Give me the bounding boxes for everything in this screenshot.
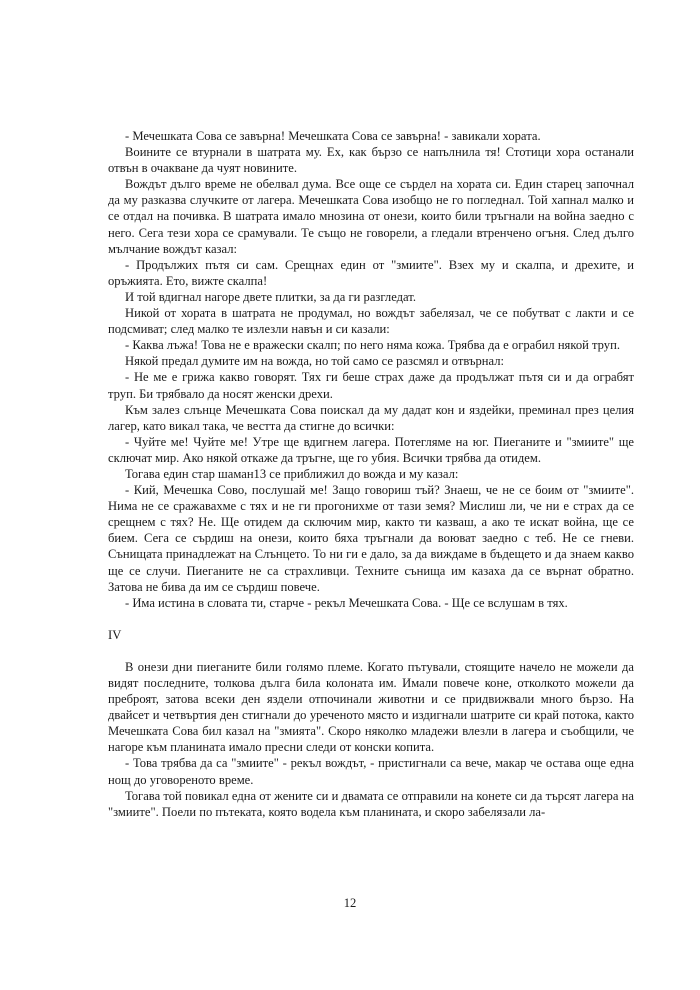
paragraph: - Продължих пътя си сам. Срещнах един от "змиите". Взех му и скалпа, и дрехите, и оръжията. Ето, вижте скалпа! <box>108 257 634 288</box>
section-heading: IV <box>108 627 122 642</box>
paragraph: - Това трябва да са "змиите" - рекъл вождът, - пристигнали са вече, макар че остава още една нощ до уговореното време. <box>108 756 634 787</box>
paragraph: Воините се втурнали в шатрата му. Ех, как бързо се напълнила тя! Стотици хора останали отвън в очакване да чуят новините. <box>108 145 634 176</box>
paragraph: - Мечешката Сова се завърна! Мечешката Сова се завърна! - завикали хората. <box>125 129 541 143</box>
paragraph: - Не ме е грижа какво говорят. Тях ги беше страх даже да продължат пътя си и да ограбят труп. Би трябвало да носят женски дрехи. <box>108 370 634 401</box>
paragraph: Вождът дълго време не обелвал дума. Все още се сърдел на хората си. Един старец започнал да му разказва случките от лагера. Мечешката Сова изобщо не го погледнал. Той хапнал малко и се отдал на почивка. В шатрата имало мнозина от онези, които били тръгнали на война заедно с него. Сега тези хора се срамували. Те също не говорели, а гледали втренчено огъня. След дълго мълчание вождът казал: <box>108 177 634 256</box>
paragraph: Някой предал думите им на вожда, но той само се разсмял и отвърнал: <box>125 354 504 369</box>
paragraph: И той вдигнал нагоре двете плитки, за да ги разгледат. <box>125 289 417 304</box>
paragraph: - Кий, Мечешка Сово, послушай ме! Защо говориш тъй? Знаеш, че не се боим от "змиите". Нима не се сражавахме с тях и не ги прогонихме от тази земя? Мислиш ли, че ни е страх да се срещнем с тях? Не. Ще отидем да сключим мир, както ти казваш, а ако те искат война, ще се бием. Сега се сърдиш на онези, които бяха тръгнали да воюват заедно с теб. Не се гневи. Сънищата принадлежат на Слънцето. То ни ги е дало, за да виждаме в бъдещето и да знаем какво ще се случи. Пиеганите не са страхливци. Техните сънища им казаха да се върнат обратно. Затова не бива да им се сърдиш повече. <box>108 483 634 594</box>
paragraph: Никой от хората в шатрата не продумал, но вождът забелязал, че се побутват с лакти и се подсмиват; след малко те излезли навън и си казали: <box>108 306 634 337</box>
page-body <box>108 128 634 820</box>
paragraph: Тогава един стар шаман13 се приближил до вожда и му казал: <box>125 466 459 481</box>
paragraph: - Има истина в словата ти, старче - рекъл Мечешката Сова. - Ще се вслушам в тях. <box>125 595 568 610</box>
paragraph: Тогава той повикал една от жените си и двамата се отправили на конете си да търсят лагера на "змиите". Поели по пътеката, която водела към планината, и скоро забелязали ла- <box>108 788 634 819</box>
page-number: 12 <box>343 896 357 910</box>
paragraph: Към залез слънце Мечешката Сова поискал да му дадат кон и яздейки, преминал през целия лагер, като викал така, че вестта да стигне до всички: <box>108 402 634 433</box>
paragraph: - Каква лъжа! Това не е вражески скалп; по него няма кожа. Трябва да е ограбил някой труп. <box>125 338 620 353</box>
paragraph: - Чуйте ме! Чуйте ме! Утре ще вдигнем лагера. Потегляме на юг. Пиеганите и "змиите" ще сключат мир. Ако някой откаже да тръгне, ще го убия. Всички трябва да отидем. <box>108 434 634 465</box>
paragraph: В онези дни пиеганите били голямо племе. Когато пътували, стоящите начело не можели да видят последните, толкова дълга била колоната им. Имали повече коне, отколкото можели да преброят, затова всеки ден яздели отпочинали животни и се придвижвали много бързо. На двайсет и четвъртия ден стигнали до уреченото място и издигнали шатрите си край потока, както Мечешката Сова бил казал на "змията". Скоро няколко младежи влезли в лагера и съобщили, че нагоре към планината имало пресни следи от конски копита. <box>108 659 634 755</box>
